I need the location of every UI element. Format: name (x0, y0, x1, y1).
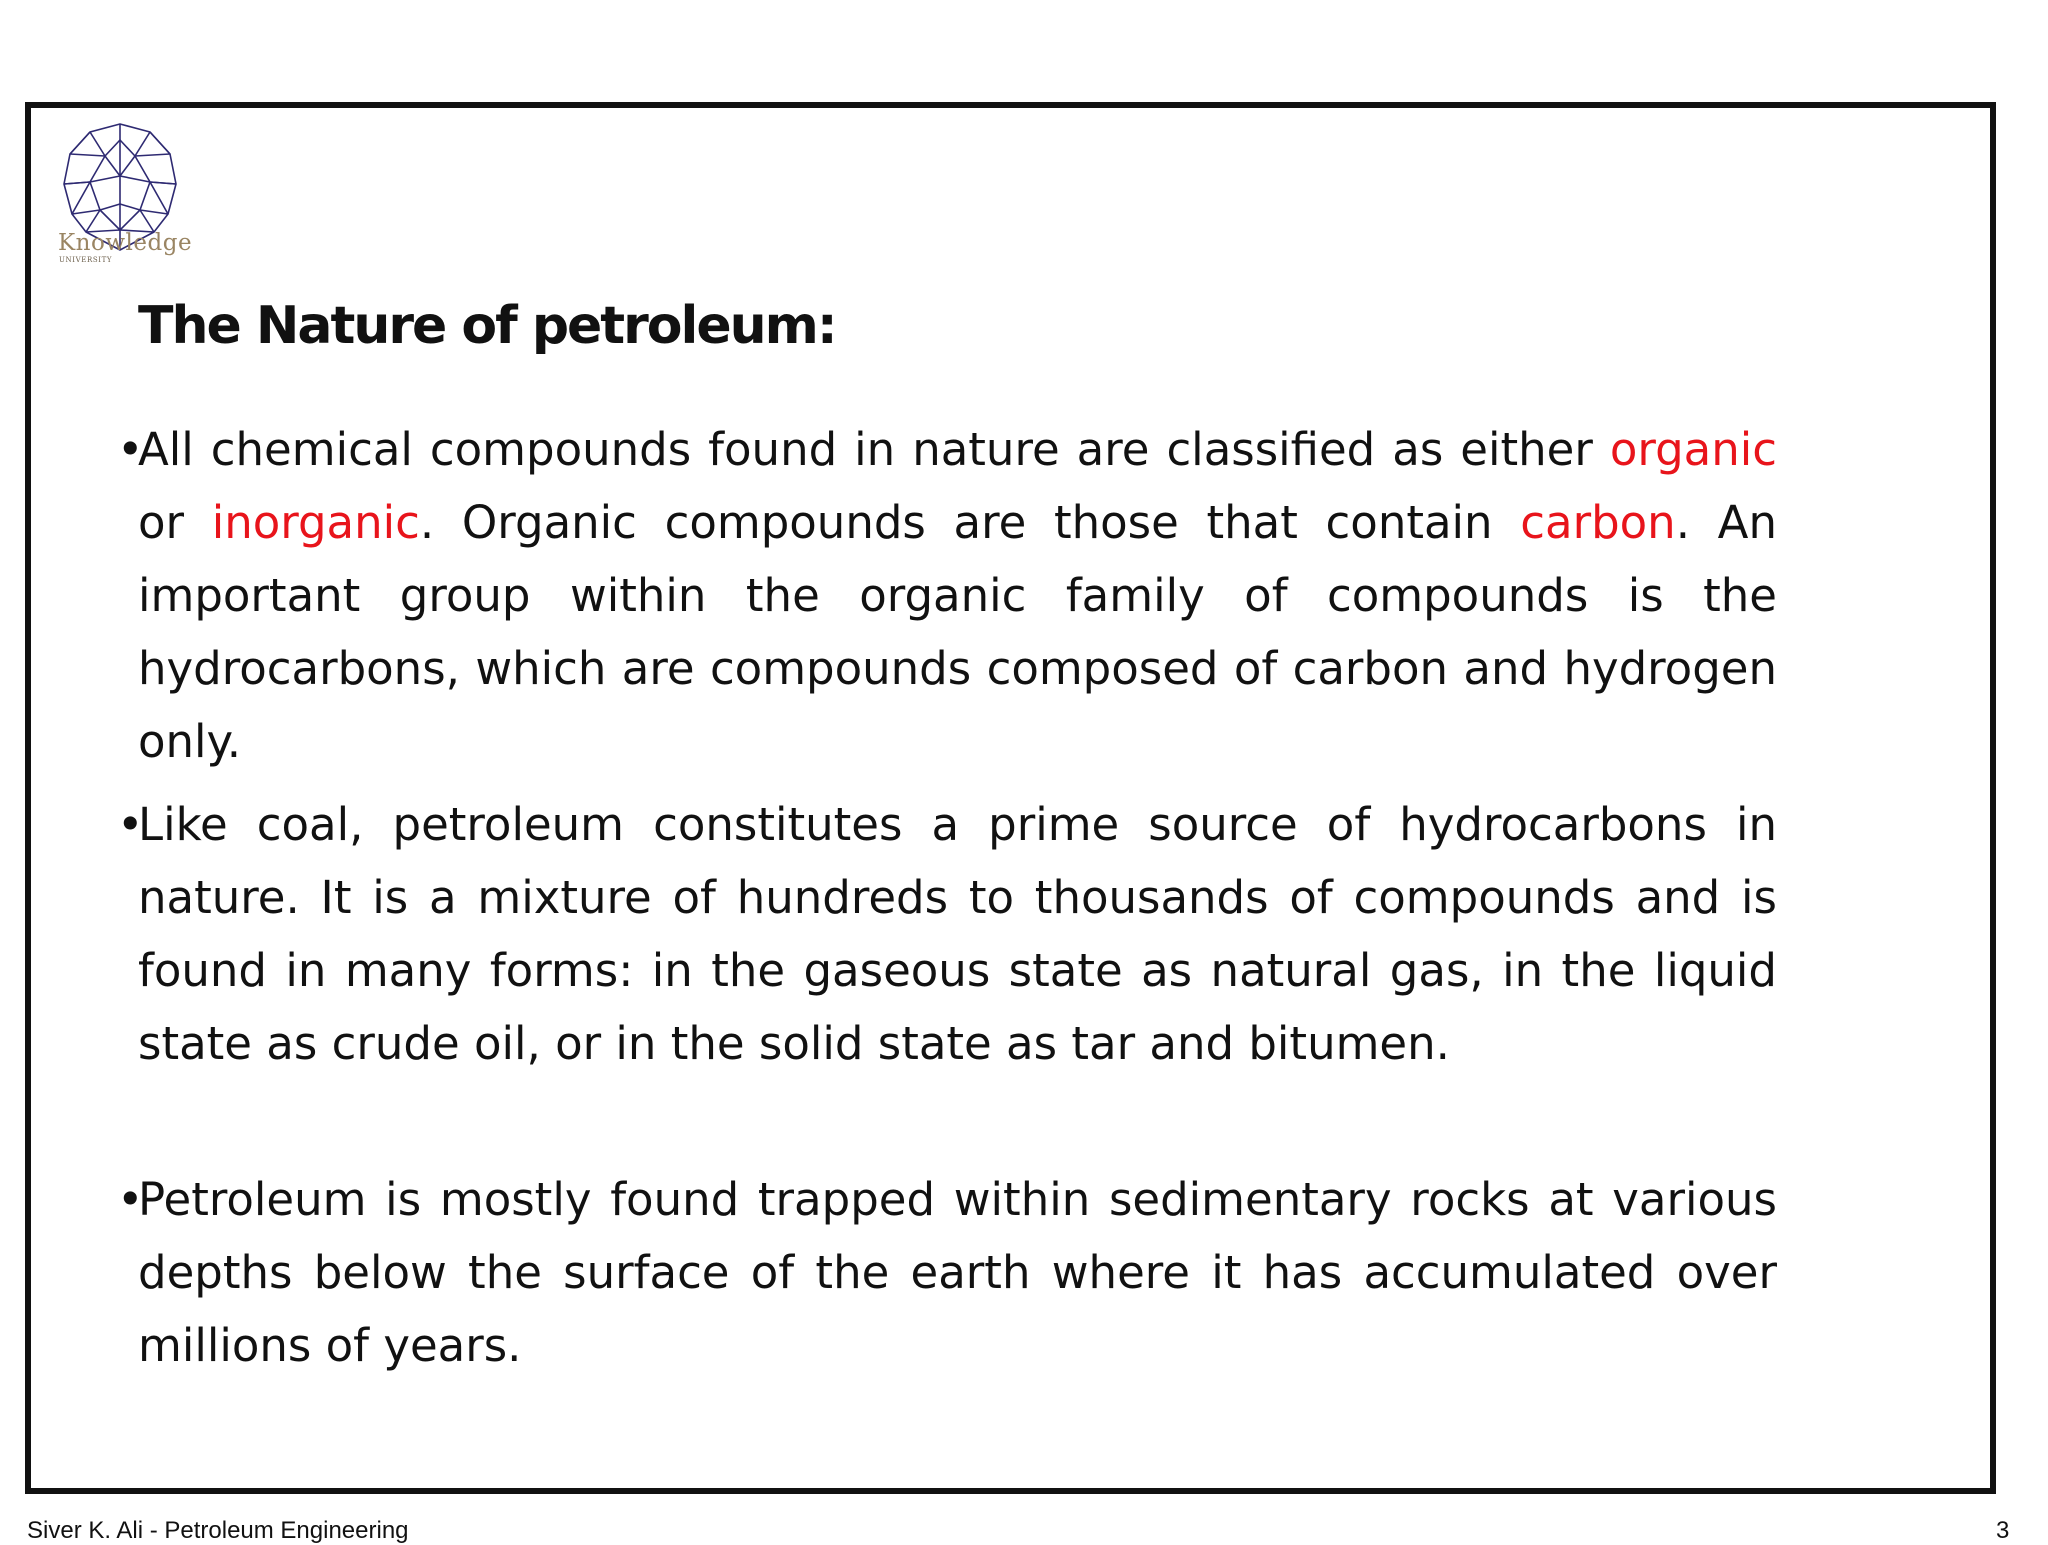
bullet-icon: • (117, 423, 144, 476)
footer-author: Siver K. Ali - Petroleum Engineering (27, 1517, 409, 1544)
paragraph-text: Petroleum is mostly found trapped within sedimentary rocks at various depths below the surface of the earth where it has accumulated over millions of years. (138, 1173, 1777, 1372)
bullet-paragraph (117, 1163, 1777, 1382)
highlight-inorganic: inorganic (211, 496, 420, 549)
slide-title: The Nature of petroleum: (138, 296, 836, 356)
bullet-paragraph (117, 413, 1777, 778)
bullet-paragraph (117, 788, 1777, 1080)
highlight-carbon: carbon (1520, 496, 1676, 549)
page-number: 3 (1996, 1517, 2010, 1544)
logo-subtitle: UNIVERSITY (59, 256, 113, 264)
logo-wordmark: Knowledge (58, 230, 193, 256)
bullet-icon: • (117, 1173, 144, 1226)
paragraph-text: All chemical compounds found in nature are classified as either organic or inorganic. Organic compounds are those that contain carbon. An important group within the organic family of compounds is the hydrocarbons, which are compounds composed of carbon and hydrogen only. (138, 423, 1777, 768)
bullet-icon: • (117, 798, 144, 851)
paragraph-text: Like coal, petroleum constitutes a prime source of hydrocarbons in nature. It is a mixture of hundreds to thousands of compounds and is found in many forms: in the gaseous state as natural gas, in the liquid state as crude oil, or in the solid state as tar and bitumen. (138, 798, 1777, 1070)
highlight-organic: organic (1609, 423, 1777, 476)
